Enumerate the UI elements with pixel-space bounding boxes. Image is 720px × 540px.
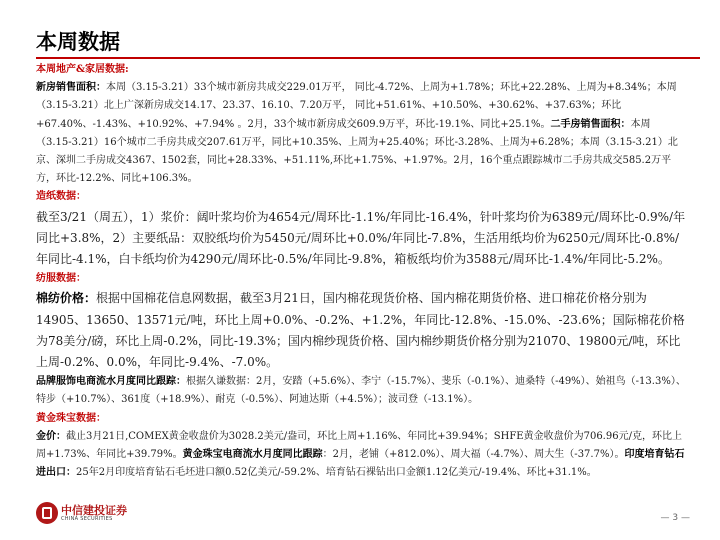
text-cotton-price: 根据中国棉花信息网数据，截至3月21日，国内棉花现货价格、国内棉花期货价格、进口棉花价格分别为14905、13650、13571元/吨，环比上周+0.0%、-0.2%、+1.2%，年同比-12.8%、-15.0%、-23.6%；国际棉花价格为78美分/磅，环比上周-0.2%，同比-19.3%；国内棉纱现货价格、国内棉纱期货价格分别为21070、19800元/吨，环比上周-0.2%、0.0%，年同比-9.4%、-7.0%。 [36, 291, 685, 370]
label-cotton-price: 棉纺价格： [36, 291, 97, 306]
section-heading-paper: 造纸数据： [36, 191, 86, 203]
logo-name-en: CHINA SECURITIES [61, 515, 113, 522]
section-heading-jewelry: 黄金珠宝数据： [36, 412, 106, 424]
label-diamond-trade: 印度培育钻石进出口： [36, 449, 685, 479]
text-brand-tracking: 根据久谦数据：2月，安踏（+5.6%）、李宁（-15.7%）、斐乐（-0.1%）、迪桑特（-49%）、始祖鸟（-13.3%）、特步（+10.7%）、361度（+18.9%）、耐克（-0.5%）、阿迪达斯（+4.5%）；波司登（-13.1%）。 [36, 376, 686, 406]
text-diamond-trade: 25年2月印度培育钻石毛坯进口额0.52亿美元/-59.2%、培育钻石裸钻出口金额1.12亿美元/-19.4%、环比+31.1%。 [76, 467, 597, 479]
label-gold-price: 金价： [36, 430, 66, 442]
main-content [36, 61, 686, 482]
label-jewelry-ecom: 黄金珠宝电商流水月度同比跟踪 [182, 449, 323, 461]
paragraph-cotton [36, 288, 686, 373]
title-divider [36, 57, 700, 59]
section-heading-textile: 纺服数据： [36, 273, 86, 285]
paragraph-new-home [36, 79, 686, 188]
paragraph-jewelry [36, 428, 686, 483]
page-title: 本周数据 [36, 30, 120, 54]
label-new-home-sales: 新房销售面积： [36, 82, 106, 94]
text-gold-price: 截止3月21日,COMEX黄金收盘价为3028.2美元/盎司，环比上周+1.16%、年同比+39.94%；SHFE黄金收盘价为706.96元/克，环比上周+1.73%、年同比+39.79%。 [36, 430, 682, 461]
page-number-value: 3 [672, 513, 679, 523]
text-jewelry-ecom: ：2月，老铺（+812.0%）、周大福（-4.7%）、周大生（-37.7%）。 [322, 449, 625, 461]
label-second-hand-sales: 二手房销售面积： [550, 118, 631, 130]
company-logo [36, 502, 127, 524]
text-second-hand-sales: 本周（3.15-3.21）16个城市二手房共成交207.61万平，同比+10.35%、上周为+25.40%；环比-3.28%、上周为+6.28%；本周（3.15-3.21）北京、深圳二手房成交4367、1502套，同比+28.33%、+51.11%,环比+1.75%、+1.97%。2月，16个重点跟踪城市二手房共成交585.2万平方，环比-12.2%、同比+106.3%。 [36, 118, 678, 185]
label-brand-tracking: 品牌服饰电商流水月度同比跟踪： [36, 376, 186, 388]
paragraph-paper: 截至3/21（周五），1）浆价：阔叶浆均价为4654元/周环比-1.1%/年同比-16.4%，针叶浆均价为6389元/周环比-0.9%/年同比+3.8%，2）主要纸品：双胶纸均价为5450元/周环比+0.0%/年同比-7.8%，生活用纸均价为6250元/周环比-0.8%/年同比-4.1%，白卡纸均价为4290元/周环比-0.5%/年同比-9.8%，箱板纸均价为3588元/周环比-1.4%/年同比-5.2%。 [36, 209, 686, 267]
text-new-home-sales: 本周（3.15-3.21）33个城市新房共成交229.01万平， 同比-4.72%、上周为+1.78%；环比+22.28%、上周为+8.34%；本周（3.15-3.21）北上广深新房成交14.17、23.37、16.10、7.20万平， 同比+51.61%、+10.50%、+30.62%、+37.63%；环比+67.40%、-1.43%、+10.92%、+7.94% 。2月，33个城市新房成交609.9万平，环比-19.1%、同比+25.1%。 [36, 82, 677, 130]
page-number: — 3 — [660, 513, 690, 523]
logo-name-cn: 中信建投证券 [61, 503, 127, 517]
logo-icon [36, 502, 58, 524]
section-heading-property: 本周地产&家居数据: [36, 64, 129, 75]
paragraph-brand-tracking [36, 373, 686, 409]
